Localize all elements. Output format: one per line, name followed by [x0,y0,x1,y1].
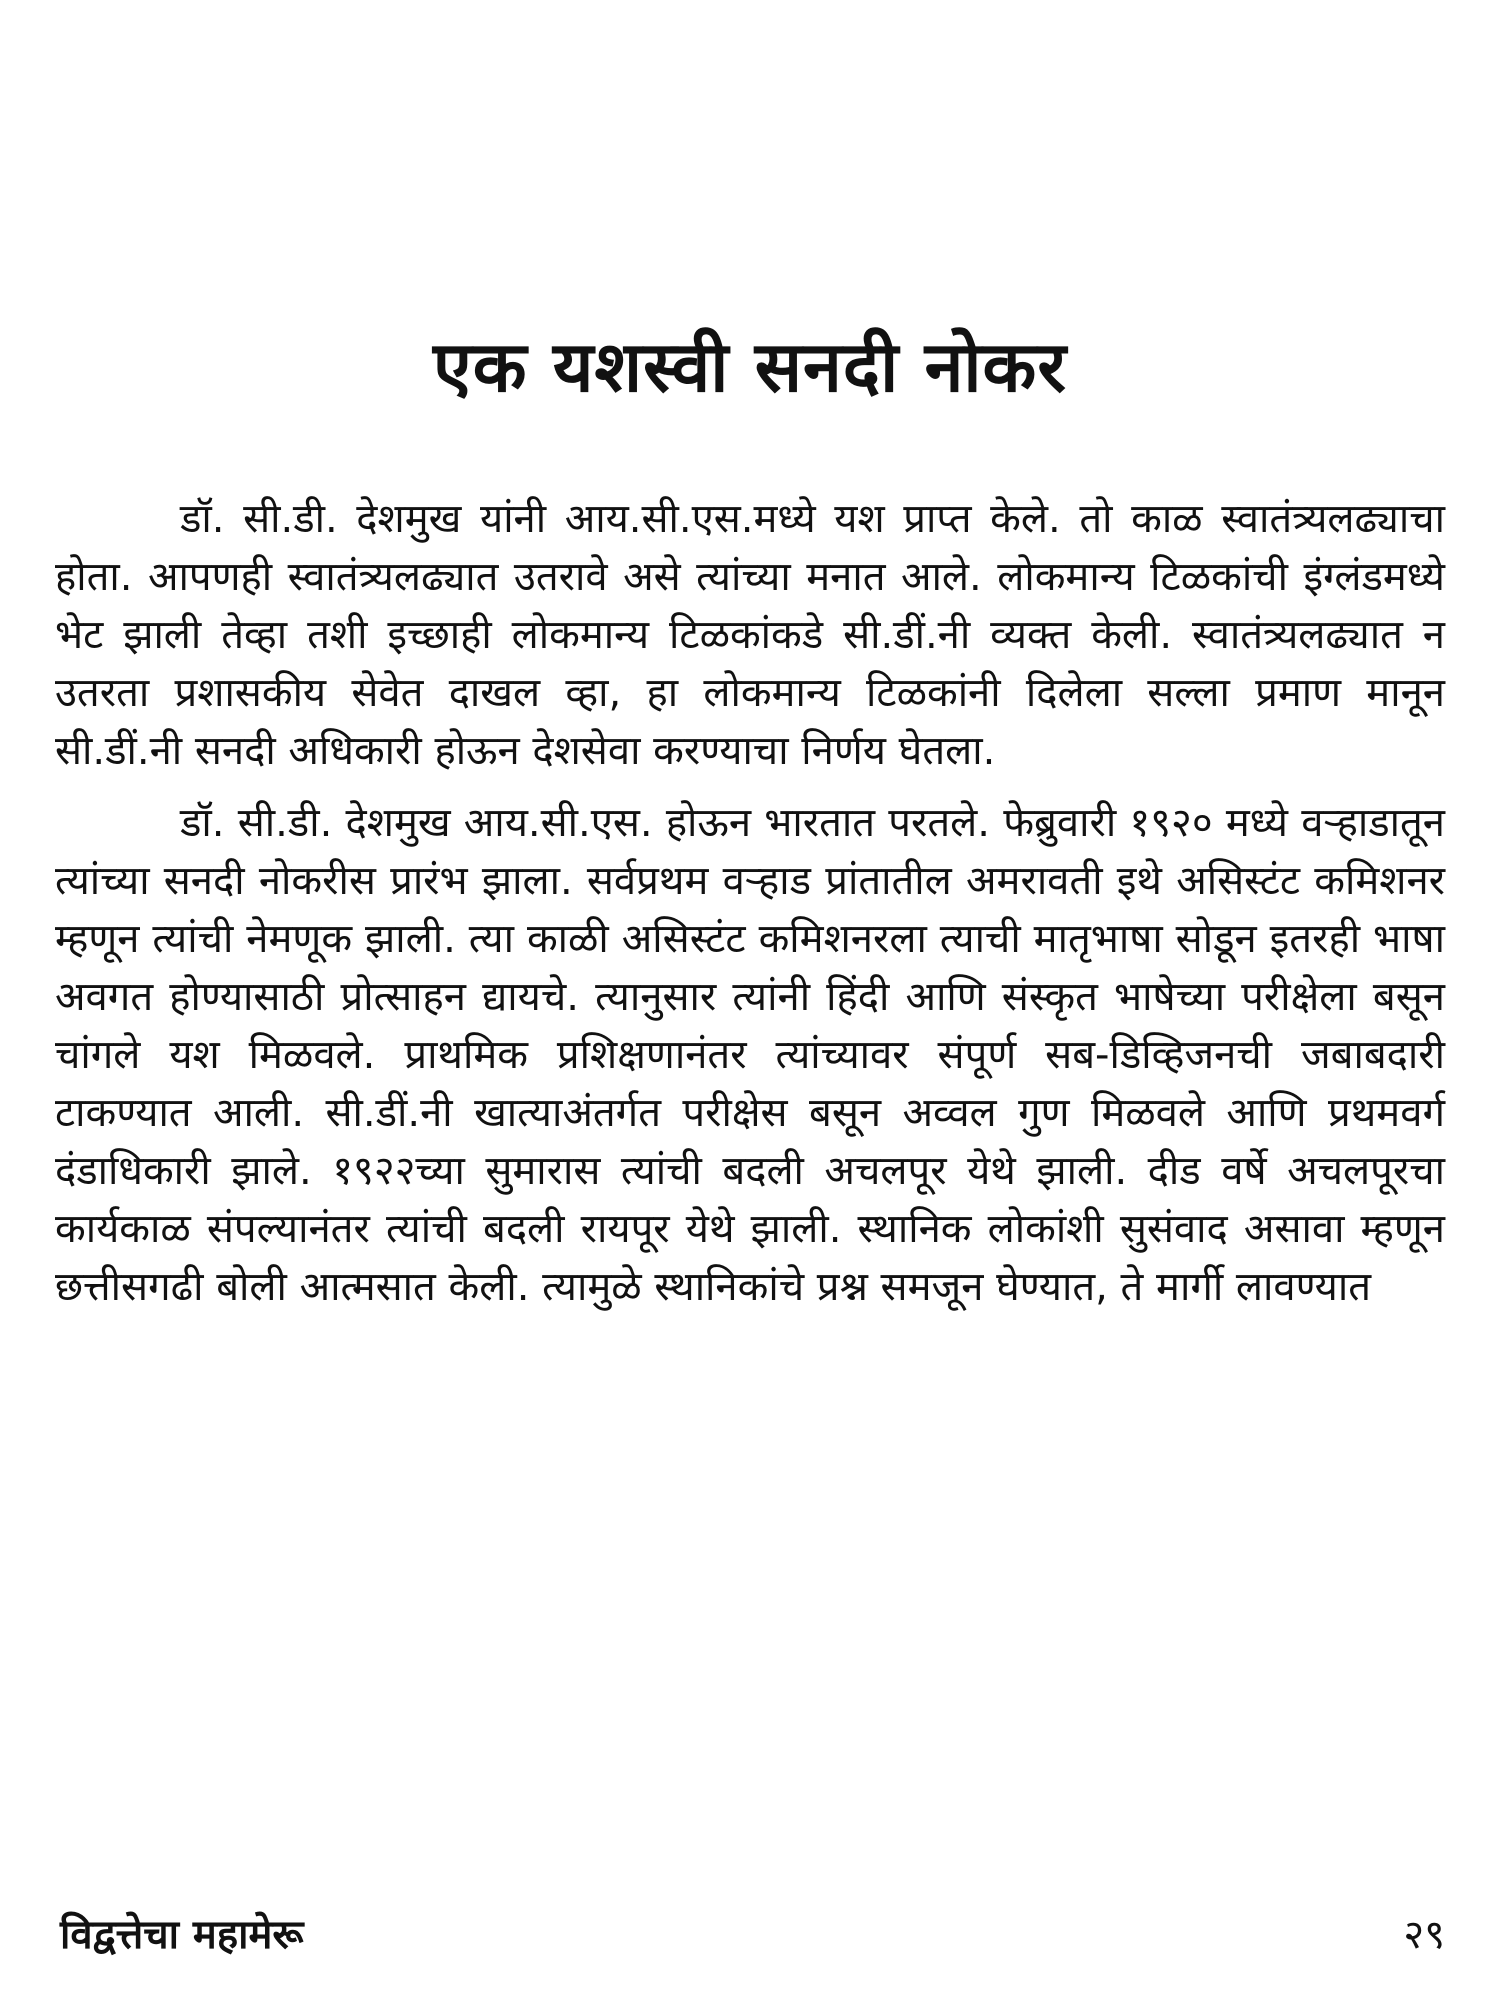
body-text [55,490,1445,1330]
footer-book-title: विद्वत्तेचा महामेरू [60,1912,304,1958]
page-footer [0,1905,1500,1975]
paragraph-2: डॉ. सी.डी. देशमुख आय.सी.एस. होऊन भारतात परतले. फेब्रुवारी १९२० मध्ये वऱ्हाडातून त्यांच्या सनदी नोकरीस प्रारंभ झाला. सर्वप्रथम वऱ्हाड प्रांतातील अमरावती इथे असिस्टंट कमिशनर म्हणून त्यांची नेमणूक झाली. त्या काळी असिस्टंट कमिशनरला त्याची मातृभाषा सोडून इतरही भाषा अवगत होण्यासाठी प्रोत्साहन द्यायचे. त्यानुसार त्यांनी हिंदी आणि संस्कृत भाषेच्या परीक्षेला बसून चांगले यश मिळवले. प्राथमिक प्रशिक्षणानंतर त्यांच्यावर संपूर्ण सब-डिव्हिजनची जबाबदारी टाकण्यात आली. सी.डीं.नी खात्याअंतर्गत परीक्षेस बसून अव्वल गुण मिळवले आणि प्रथमवर्ग दंडाधिकारी झाले. १९२२च्या सुमारास त्यांची बदली अचलपूर येथे झाली. दीड वर्षे अचलपूरचा कार्यकाळ संपल्यानंतर त्यांची बदली रायपूर येथे झाली. स्थानिक लोकांशी सुसंवाद असावा म्हणून छत्तीसगढी बोली आत्मसात केली. त्यामुळे स्थानिकांचे प्रश्न समजून घेण्यात, ते मार्गी लावण्यात [55,800,1445,1310]
paragraph-1: डॉ. सी.डी. देशमुख यांनी आय.सी.एस.मध्ये यश प्राप्त केले. तो काळ स्वातंत्र्यलढ्याचा होता. आपणही स्वातंत्र्यलढ्यात उतरावे असे त्यांच्या मनात आले. लोकमान्य टिळकांची इंग्लंडमध्ये भेट झाली तेव्हा तशी इच्छाही लोकमान्य टिळकांकडे सी.डीं.नी व्यक्त केली. स्वातंत्र्यलढ्यात न उतरता प्रशासकीय सेवेत दाखल व्हा, हा लोकमान्य टिळकांनी दिलेला सल्ला प्रमाण मानून सी.डीं.नी सनदी अधिकारी होऊन देशसेवा करण्याचा निर्णय घेतला. [55,496,1445,774]
page-number: २९ [1403,1912,1445,1958]
chapter-title: एक यशस्वी सनदी नोकर [433,326,1067,408]
